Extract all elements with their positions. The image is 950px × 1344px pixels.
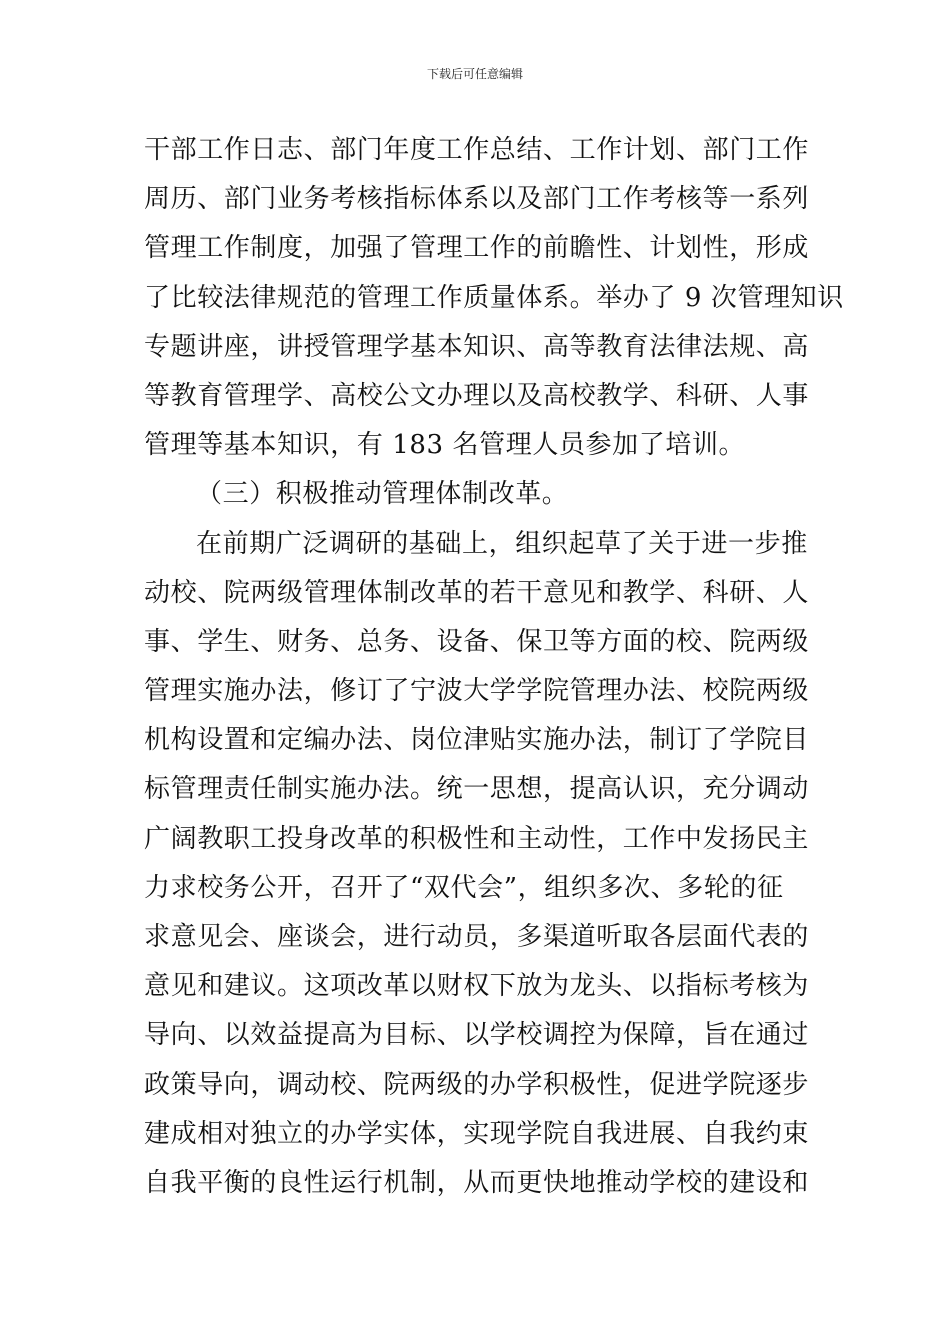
- text-line: 政策导向，调动校、院两级的办学积极性，促进学院逐步: [144, 1069, 810, 1100]
- text-line: 导向、以效益提高为目标、以学校调控为保障，旨在通过: [144, 1020, 810, 1051]
- text-line: 了比较法律规范的管理工作质量体系。举办了 9 次管理知识: [144, 282, 844, 313]
- text-line: 动校、院两级管理体制改革的若干意见和教学、科研、人: [144, 577, 810, 608]
- text-line: 管理工作制度，加强了管理工作的前瞻性、计划性，形成: [144, 233, 810, 264]
- text-line: 在前期广泛调研的基础上，组织起草了关于进一步推: [196, 528, 808, 559]
- text-line: 干部工作日志、部门年度工作总结、工作计划、部门工作: [144, 135, 810, 165]
- text-line: 管理等基本知识，有 183 名管理人员参加了培训。: [144, 430, 746, 461]
- text-line: 管理实施办法，修订了宁波大学学院管理办法、校院两级: [144, 676, 810, 707]
- text-line: 等教育管理学、高校公文办理以及高校教学、科研、人事: [144, 380, 810, 411]
- text-line: 标管理责任制实施办法。统一思想，提高认识，充分调动: [144, 774, 810, 805]
- text-line: 意见和建议。这项改革以财权下放为龙头、以指标考核为: [144, 971, 810, 1002]
- text-line: 事、学生、财务、总务、设备、保卫等方面的校、院两级: [144, 626, 810, 657]
- text-line: 专题讲座，讲授管理学基本知识、高等教育法律法规、高: [144, 331, 810, 362]
- text-line: 力求校务公开，召开了“双代会”，组织多次、多轮的征: [144, 872, 784, 903]
- text-line: 机构设置和定编办法、岗位津贴实施办法，制订了学院目: [144, 725, 810, 756]
- header-note: 下载后可任意编辑: [426, 67, 523, 81]
- body-text: [144, 126, 844, 1208]
- text-line: 建成相对独立的办学实体，实现学院自我进展、自我约束: [144, 1118, 810, 1149]
- section-heading: （三）积极推动管理体制改革。: [196, 479, 569, 510]
- text-line: 周历、部门业务考核指标体系以及部门工作考核等一系列: [144, 184, 810, 215]
- text-line: 自我平衡的良性运行机制，从而更快地推动学校的建设和: [144, 1167, 810, 1198]
- text-line: 求意见会、座谈会，进行动员，多渠道听取各层面代表的: [144, 922, 810, 952]
- text-line: 广阔教职工投身改革的积极性和主动性，工作中发扬民主: [144, 823, 810, 854]
